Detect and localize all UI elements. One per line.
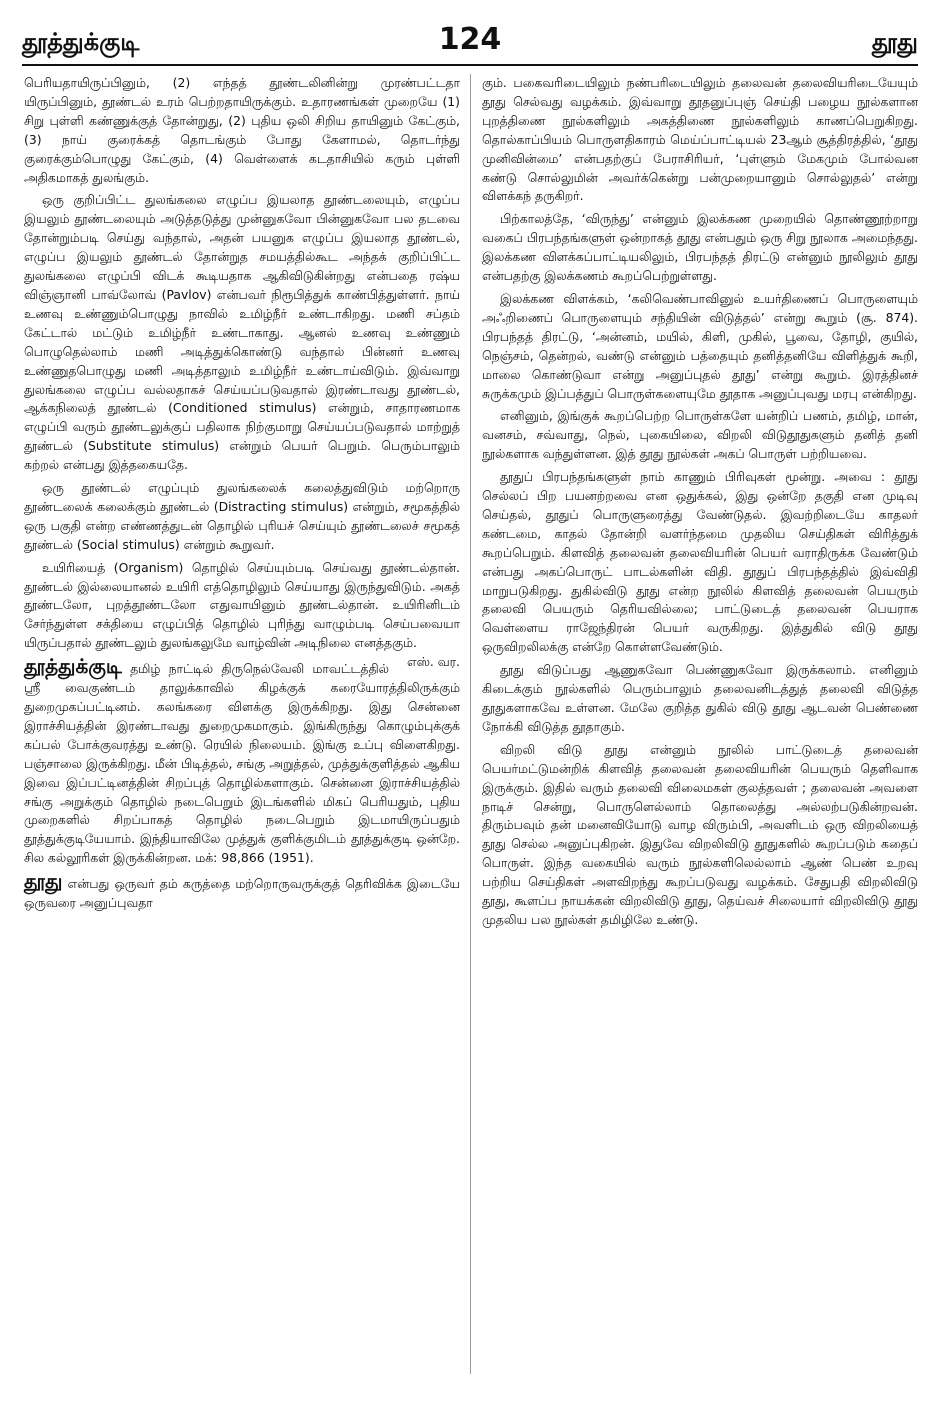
- left-column: [24, 74, 460, 917]
- header-rule: [22, 64, 918, 66]
- left-running-headword: தூத்துக்குடி: [22, 28, 140, 56]
- entry-text: தமிழ் நாட்டில் திருநெல்வேலி மாவட்டத்தில் ஸ்ரீ வைகுண்டம் தாலுக்காவில் கிழக்குக் கரையோரத்திலிருக்கும் துறைமுகப்பட்டினம். கலங்கரை விளக்கு இருக்கிறது. இது சென்னை இராச்சியத்தின் இரண்டாவது துறைமுகமாகும். இங்கிருந்து கொழும்புக்குக் கப்பல் போக்குவரத்து உண்டு. ரெயில் நிலையம். இங்கு உப்பு விளைகிறது. பஞ்சாலை இருக்கிறது. மீன் பிடித்தல், சங்கு அறுத்தல், முத்துக்குளித்தல் ஆகிய இவை இப்பட்டினத்தின் சிறப்புத் தொழில்களாகும். சென்னை இராச்சியத்தில் சங்கு அறுக்கும் தொழில் நடைபெறும் இடங்களில் மிகப் பெரியதும், புதிய முறைகளில் சிறப்பாகத் தொழில் நடைபெறும் இடமாயிருப்பதும் தூத்துக்குடியேயாம். இந்தியாவிலே முத்துக் குளிக்குமிடம் தூத்துக்குடி ஒன்றே. சில கல்லூரிகள் இருக்கின்றன. மக்: 98,866 (1951).: [24, 661, 460, 866]
- paragraph: எனினும், இங்குக் கூறப்பெற்ற பொருள்களே யன்றிப் பணம், தமிழ், மான், வனசம், சவ்வாது, நெல், புகையிலை, விறலி விடுதூதுகளும் தனித் தனி நூல்களாக வந்துள்ளன. இத் தூது நூல்கள் அகப் பொருள் பற்றியவை.: [482, 408, 918, 462]
- paragraph: பெரியதாயிருப்பினும், (2) எந்தத் தூண்டலினின்று முரண்பட்டதா யிருப்பினும், தூண்டல் உரம் பெற்றதாயிருக்கும். உதாரணங்கள் முறையே (1) சிறு புள்ளி கண்ணுக்குத் தோன்றுது, (2) புதிய ஒலி சிறிய தாயினும் கேட்கும், (3) நாய் குரைக்கத் தொடங்கும் போது கேளாமல், தொடர்ந்து குரைக்கும்பொழுது கேட்கும், (4) வெள்ளைக் கடதாசியில் கரும் புள்ளி அதிகமாகத் துலங்கும்.: [24, 75, 460, 185]
- encyclopedia-entry: [24, 869, 460, 913]
- paragraph: கும். பகைவரிடையிலும் நண்பரிடையிலும் தலைவன் தலைவியரிடையேயும் தூது செல்வது வழக்கம். இவ்வாறு தூதனுப்புஞ் செய்தி பழைய நூல்களான புறத்திணை நூல்களிலும் அகத்திணை நூல்களிலும் காணப்பெறுகிறது. தொல்காப்பியம் பொருளதிகாரம் மெய்ப்பாட்டியல் 23ஆம் சூத்திரத்தில், ‘தூது முனிவின்மை’ என்பதற்குப் பேராசிரியர், ‘புள்ளும் மேகமும் போல்வன கண்டு சொல்லுமின் அவர்க்கென்று பன்முறையானும் சொல்லுதல்’ என்று விளக்கந் தருகிறர்.: [482, 75, 918, 204]
- right-column: [482, 74, 918, 934]
- page-number: 124: [438, 22, 502, 57]
- paragraph: தூதுப் பிரபந்தங்களுள் நாம் காணும் பிரிவுகள் மூன்று. அவை : தூது செல்லப் பிற பயனற்றவை என ஒதுக்கல், இது ஒன்றே தகுதி என முடிவு செய்தல், தூதுப் பொருளுரைத்து வேண்டுதல். இவற்றிடையே காதலர் கண்டமை, காதல் தோன்றி வளர்ந்தமை முதலிய செய்திகள் விரித்துக் கூறப்பெறும். கிளவித் தலைவன் தலைவியரின் பெயர் வராதிருக்க வேண்டும் என்பது அகப்பொருட் பாடல்களின் விதி. தூதுப் பிரபந்தத்தில் இவ்விதி மாறுபடுகிறது. துகில்விடு தூது என்ற நூலில் கிளவித் தலைவன் பெயரும் தலைவி பெயரும் தெரியவில்லை; பாட்டுடைத் தலைவன் பெயராக வெள்ளைய ராஜேந்திரன் பெயர் வருகிறது. இத்துகில் விடு தூது ஒருவிறலிலக்கு என்றே கொள்ளவேண்டும்.: [482, 469, 918, 655]
- paragraph: தூது விடுப்பது ஆணுகவோ பெண்ணுகவோ இருக்கலாம். எனினும் கிடைக்கும் நூல்களில் பெரும்பாலும் தலைவனிடத்துத் தலைவி விடுத்த தூதுகளாகவே உள்ளன. மேலே குறித்த துகில் விடு தூது ஆடவன் பெண்ணை நோக்கி விடுத்த தூதாகும்.: [482, 662, 918, 734]
- right-running-headword: தூது: [871, 28, 918, 56]
- entry-headword: தூது: [24, 869, 63, 894]
- entry-text: என்பது ஒருவர் தம் கருத்தை மற்றொருவருக்குத் தெரிவிக்க இடையே ஒருவரை அனுப்புவதா: [24, 876, 460, 911]
- paragraph: ஒரு குறிப்பிட்ட துலங்கலை எழுப்ப இயலாத தூண்டலையும், எழுப்ப இயலும் தூண்டலையும் அடுத்தடுத்து முன்னுகவோ பின்னுகவோ பல தடவை தோன்றும்படி செய்து வந்தால், அதன் பயனுக எழுப்ப இயலாத தூண்டல், எழுப்ப இயலும் தூண்டல் தோன்றுத சமயத்தில்கூட அந்தக் குறிப்பிட்ட துலங்கலை எழுப்பி விடக் கூடியதாக ஆகிவிடுகின்றது என்பதை ரஷ்ய விஞ்ஞானி பாவ்லோவ் (Pavlov) என்பவர் நிரூபித்துக் காண்பித்துள்ளர். நாய் உணவு உண்ணும்பொழுது நாவில் உமிழ்நீர் உண்டாகிறது. மணி சப்தம் கேட்டால் மட்டும் உமிழ்நீர் உண்டாகாது. ஆனல் உணவு உண்ணும் பொழுதெல்லாம் மணி அடித்துக்கொண்டு வந்தால் பின்னர் உணவு உண்ணுதபொழுது மணி அடித்தாலும் உமிழ்நீர் உண்டாய்விடும். இவ்வாறு துலங்கலை எழுப்ப வல்லதாகச் செய்யப்படுவதால் இரண்டாவது தூண்டல், ஆக்கநிலைத் தூண்டல் (Conditioned stimulus) என்றும், சாதாரணமாக எழுப்பி வரும் தூண்டலுக்குப் பதிலாக நிற்குமாறு செய்யப்படுவதால் மாற்றுத் தூண்டல் (Substitute stimulus) என்றும் பெயர் பெறும். பெரும்பாலும் கற்றல் என்பது இத்தகையதே.: [24, 192, 460, 473]
- entry-headword: தூத்துக்குடி: [24, 654, 122, 679]
- page-header: [22, 22, 918, 64]
- paragraph: விறலி விடு தூது என்னும் நூலில் பாட்டுடைத் தலைவன் பெயர்மட்டுமன்றிக் கிளவித் தலைவன் தலைவியரின் பெயரும் தெளிவாக இருக்கும். இதில் வரும் தலைவி விலைமகள் குலத்தவள் ; தலைவன் அவளை நாடிச் சென்று, பொருளெல்லாம் தொலைத்து அல்லற்படுகின்றவன். திரும்பவும் தன் மனைவியோடு வாழ விரும்பி, அவளிடம் ஒரு விறலியைத் தூது செல்ல அனுப்புகிறன். இதுவே விறலிவிடு தூதுகளில் கூறப்படும் கதைப் பொருள். இந்த வகையில் வரும் நூல்களிலெல்லாம் ஆண் பெண் உறவு பற்றிய செய்திகள் அளவிறந்து கூறப்படுவது வழக்கம். சேதுபதி விறலிவிடு தூது, கூளப்ப நாயக்கன் விறலிவிடு தூது, தெய்வச் சிலையார் விறலிவிடு தூது முதலிய பல நூல்கள் தமிழிலே உண்டு.: [482, 741, 918, 927]
- paragraph: இலக்கண விளக்கம், ‘கலிவெண்பாவினுல் உயர்திணைப் பொருளையும் அஃறிணைப் பொருளையும் சந்தியின் விடுத்தல்’ என்று கூறும் (சூ. 874). பிரபந்தத் திரட்டு, ‘அன்னம், மயில், கிளி, முகில், பூவை, தோழி, குயில், நெஞ்சம், தென்றல், வண்டு என்னும் பத்தையும் தனித்தனியே விளித்துக் கூறி, மாலை கொண்டுவா என்று அனுப்புதல் தூது’ என்று கூறும். இரத்தினச் சுருக்கமும் இப்பத்துப் பொருள்களையுமே தூதாக அனுப்புவது மரபு என்கிறது.: [482, 290, 918, 401]
- paragraph: ஒரு தூண்டல் எழுப்பும் துலங்கலைக் கலைத்துவிடும் மற்றொரு தூண்டலைக் கலைக்கும் தூண்டல் (Distracting stimulus) என்றும், சமூகத்தில் ஒரு பகுதி என்ற எண்ணத்துடன் தொழில் புரியச் செய்யும் தூண்டலைச் சமூகத் தூண்டல் (Social stimulus) என்றும் கூறுவர்.: [24, 480, 460, 552]
- paragraph-text: உயிரியைத் (Organism) தொழில் செய்யும்படி செய்வது தூண்டல்தான். தூண்டல் இல்லையானல் உயிரி எத்தொழிலும் செய்யாது இருந்துவிடும். அகத் தூண்டலோ, புறத்தூண்டலோ எதுவாயினும் தூண்டல்தான். உயிரினிடம் சேர்ந்துள்ள சக்தியை எழுப்பித் தொழில் புரிந்து வாழும்படி செய்பவையா யிருப்பதால் தூண்டலும் துலங்கலுமே வாழ்வின் அடிநிலை எனத்தகும்.: [24, 559, 460, 651]
- encyclopedia-entry: [24, 654, 460, 868]
- paragraph: பிற்காலத்தே, ‘விருந்து’ என்னும் இலக்கண முறையில் தொண்ணூற்றாறு வகைப் பிரபந்தங்களுள் ஒன்றாகத் தூது என்பதும் ஒரு சிறு நூலாக அமைந்தது. இலக்கண விளக்கப்பாட்டியலிலும், பிரபந்தத் திரட்டு என்னும் நூலிலும் தூது என்பதற்கு இலக்கணம் கூறப்பெற்றுள்ளது.: [482, 211, 918, 284]
- column-divider: [470, 74, 471, 1374]
- author-signature: எஸ். வர.: [406, 654, 460, 670]
